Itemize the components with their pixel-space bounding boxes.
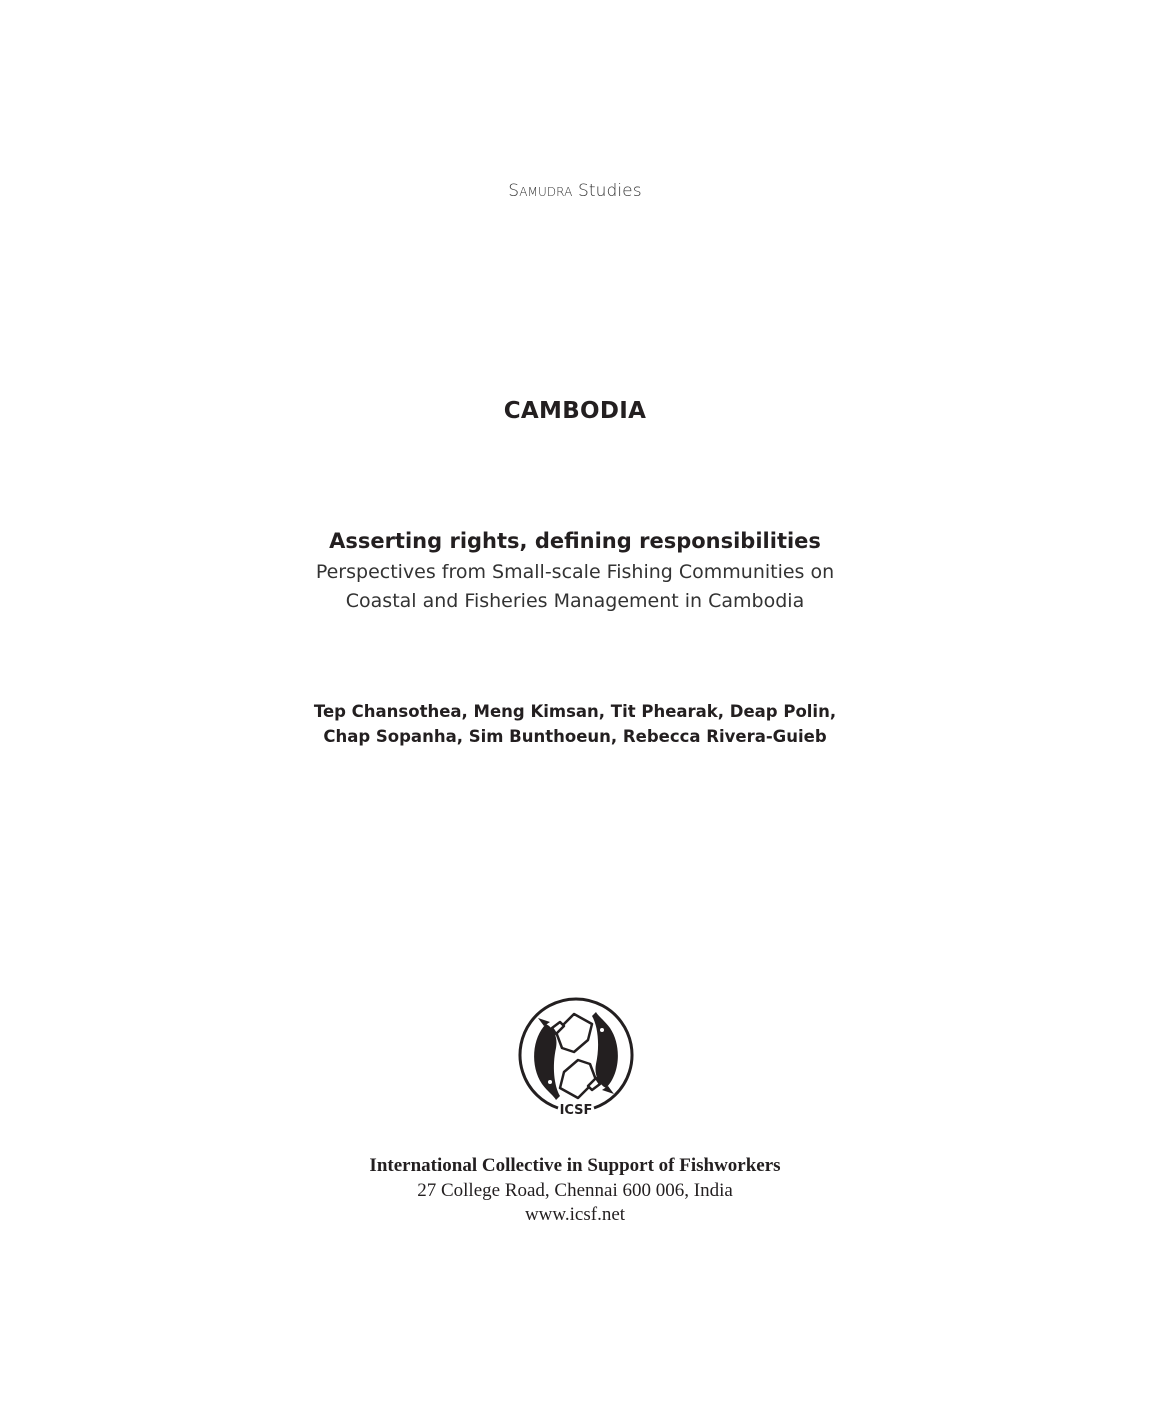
publisher-name: International Collective in Support of Fishworkers (369, 1155, 781, 1176)
authors-line-2: Chap Sopanha, Sim Bunthoeun, Rebecca Rivera-Guieb (323, 727, 827, 746)
book-subtitle-line-1: Perspectives from Small-scale Fishing Communities on (315, 561, 835, 583)
series-name (0, 181, 1150, 201)
series-suffix: Studies (572, 181, 642, 201)
publisher-address: 27 College Road, Chennai 600 006, India (417, 1180, 733, 1201)
logo-label: ICSF (559, 1103, 593, 1116)
series-prefix: Samudra (508, 181, 573, 201)
book-title: Asserting rights, defining responsibilities (329, 529, 821, 553)
authors-line-1: Tep Chansothea, Meng Kimsan, Tit Phearak, Deap Polin, (313, 702, 837, 721)
book-subtitle-line-2: Coastal and Fisheries Management in Cambodia (345, 590, 805, 612)
country-heading: CAMBODIA (503, 398, 647, 424)
publisher-website: www.icsf.net (524, 1204, 626, 1225)
icsf-logo-icon (516, 996, 636, 1116)
